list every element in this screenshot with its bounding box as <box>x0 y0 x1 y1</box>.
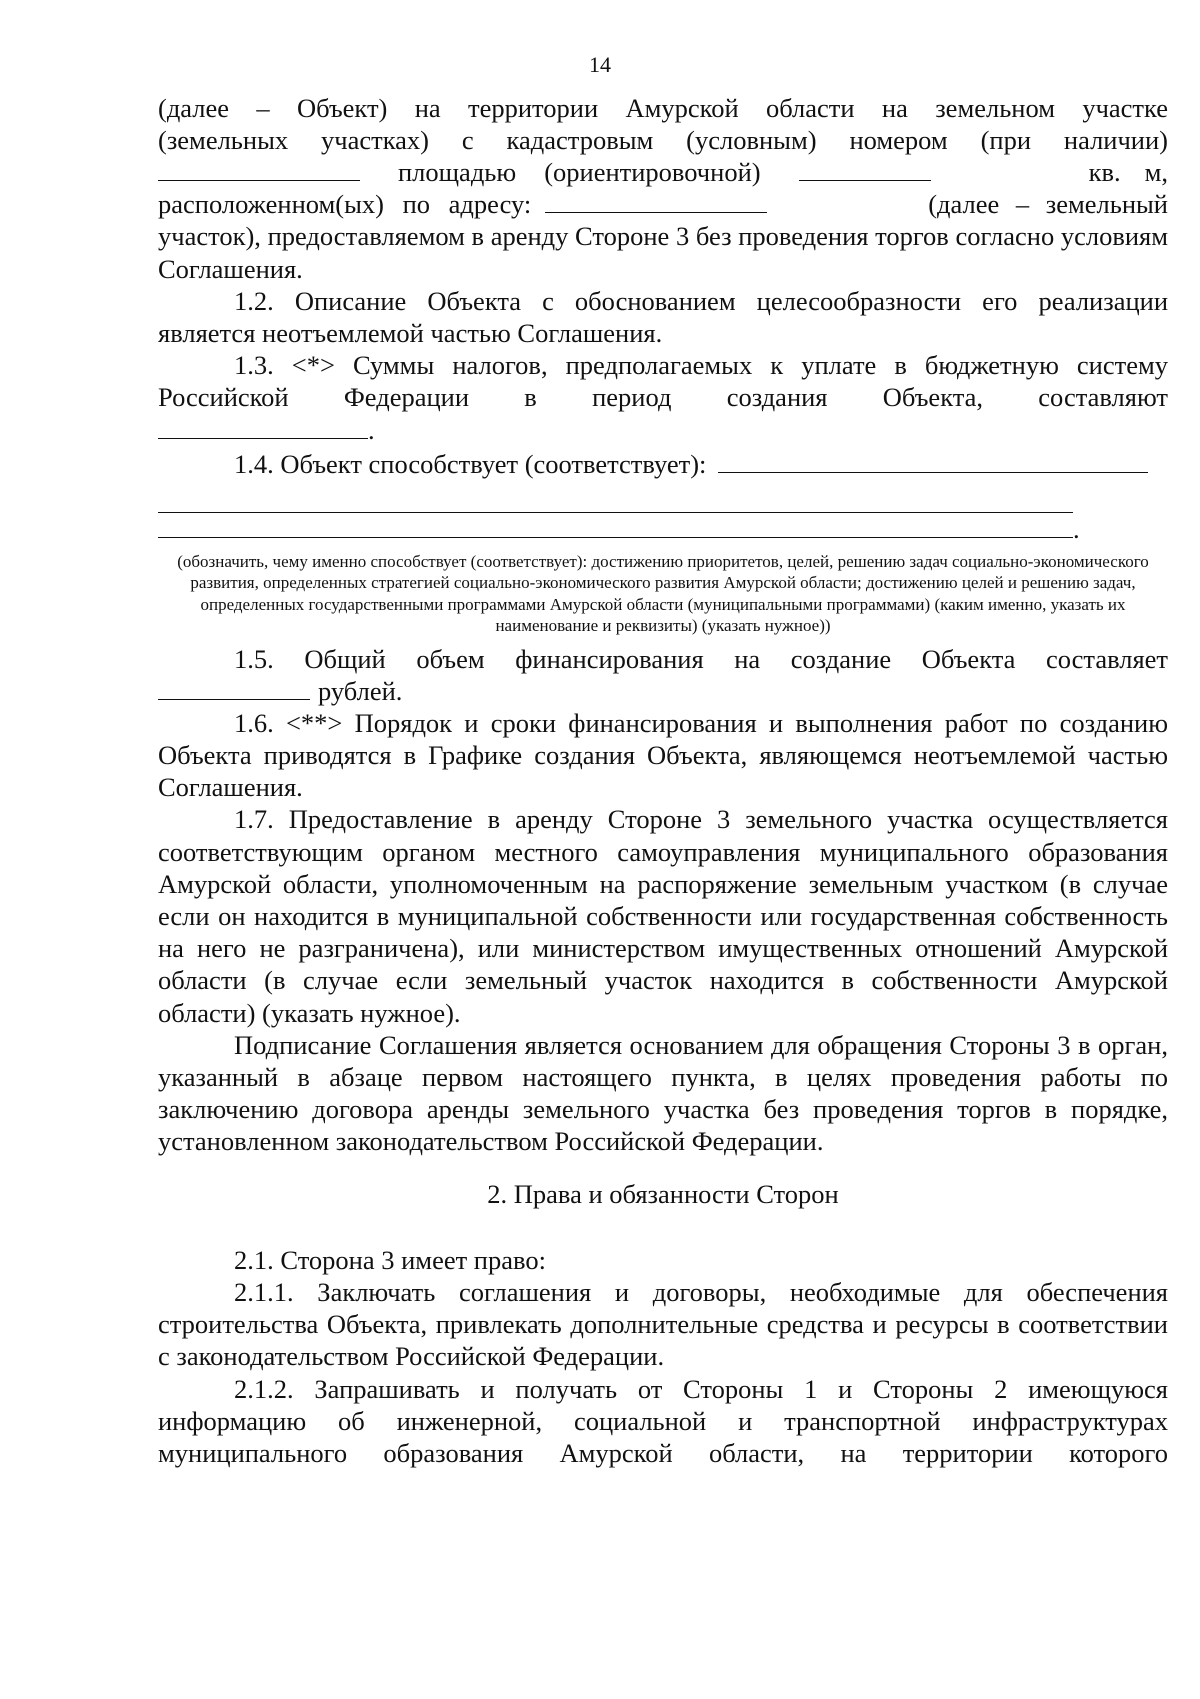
paragraph-1-3: 1.3. <*> Суммы налогов, предполагаемых к уплате в бюджетную систему Российской Федерации в период создания Объекта, составляют <box>158 350 1168 413</box>
document-body <box>158 92 1168 1469</box>
paragraph-1-2: 1.2. Описание Объекта с обоснованием целесообразности его реализации является неотъемлемой частью Соглашения. <box>158 285 1168 349</box>
area-qualifier: (ориентировочной) <box>544 157 761 188</box>
taxes-amount-blank <box>158 414 368 439</box>
area-unit-kv: кв. <box>1088 157 1121 188</box>
taxes-amount-line <box>158 414 1168 448</box>
object-contributes-end: . <box>1073 513 1080 544</box>
cadastral-number-blank <box>158 156 360 181</box>
address-after: (далее – земельный <box>928 189 1168 220</box>
paragraph-1-5: 1.5. Общий объем финансирования на создание Объекта составляет <box>234 643 1168 674</box>
object-contributes-blank-3 <box>158 513 1073 538</box>
paragraph-1-7-second: Подписание Соглашения является основанием для обращения Стороны 3 в орган, указанный в абзаце первом настоящего пункта, в целях проведения работы по заключению договора аренды земельного участка без проведения торгов в порядке, установленном законодательством Российской Федерации. <box>158 1029 1168 1157</box>
paragraph-1-1-line-4 <box>158 188 1168 220</box>
section-2-heading: 2. Права и обязанности Сторон <box>487 1178 839 1209</box>
financing-amount-unit: рублей. <box>318 675 403 706</box>
paragraph-2-1-1: 2.1.1. Заключать соглашения и договоры, необходимые для обеспечения строительства Объекта, привлекать дополнительные средства и ресурсы в соответствии с законодательством Российской Федерации. <box>158 1277 1168 1372</box>
paragraph-1-6: 1.6. <**> Порядок и сроки финансирования и выполнения работ по созданию Объекта приводятся в Графике создания Объекта, являющемся неотъемлемой частью Соглашения. <box>158 707 1168 803</box>
financing-amount-line <box>158 675 1168 707</box>
paragraph-1-1-line-2: (земельных участках) с кадастровым (условным) номером (при наличии) <box>158 125 1168 156</box>
instruction-note: (обозначить, чему именно способствует (соответствует): достижению приоритетов, целей, решению задач социально-экономического развития, определенных стратегией социально-экономического развития Амурской области; достижению целей и решению задач, определенных государственными программами Амурской области (муниципальными программами) (каким именно, указать их наименование и реквизиты) (указать нужное)) <box>177 551 1149 636</box>
area-unit-m: м, <box>1144 157 1168 188</box>
paragraph-1-1-line-5: участок), предоставляемом в аренду Стороне 3 без проведения торгов согласно условиям Соглашения. <box>158 221 1168 284</box>
object-contributes-blank-1 <box>718 448 1148 473</box>
paragraph-2-1-2: 2.1.2. Запрашивать и получать от Стороны 1 и Стороны 2 имеющуюся информацию об инженерной, социальной и транспортной инфраструктурах муниципального образования Амурской области, на территории которого <box>158 1373 1168 1469</box>
paragraph-1-4 <box>158 448 1168 480</box>
area-label: площадью <box>398 157 517 188</box>
financing-amount-blank <box>158 675 310 700</box>
address-label: расположенном(ых) по адресу: <box>158 189 532 220</box>
paragraph-2-1: 2.1. Сторона 3 имеет право: <box>234 1244 546 1275</box>
area-blank <box>799 156 931 181</box>
paragraph-1-7: 1.7. Предоставление в аренду Стороне 3 земельного участка осуществляется соответствующим органом местного самоуправления муниципального образования Амурской области, уполномоченным на распоряжение земельным участком (в случае если он находится в муниципальной собственности или государственная собственность на него не разграничена), или министерством имущественных отношений Амурской области (в случае если земельный участок находится в собственности Амурской области) (указать нужное). <box>158 804 1168 1028</box>
object-contributes-blank-2 <box>158 480 1073 513</box>
page-number: 14 <box>589 52 611 77</box>
object-contributes-line-3 <box>158 513 1168 547</box>
paragraph-1-1-line-3 <box>158 156 1168 188</box>
taxes-amount-end: . <box>368 414 375 445</box>
paragraph-1-4-text: 1.4. Объект способствует (соответствует): <box>234 448 707 479</box>
address-blank <box>545 188 767 213</box>
paragraph-1-1-line-1: (далее – Объект) на территории Амурской области на земельном участке <box>158 93 1168 123</box>
